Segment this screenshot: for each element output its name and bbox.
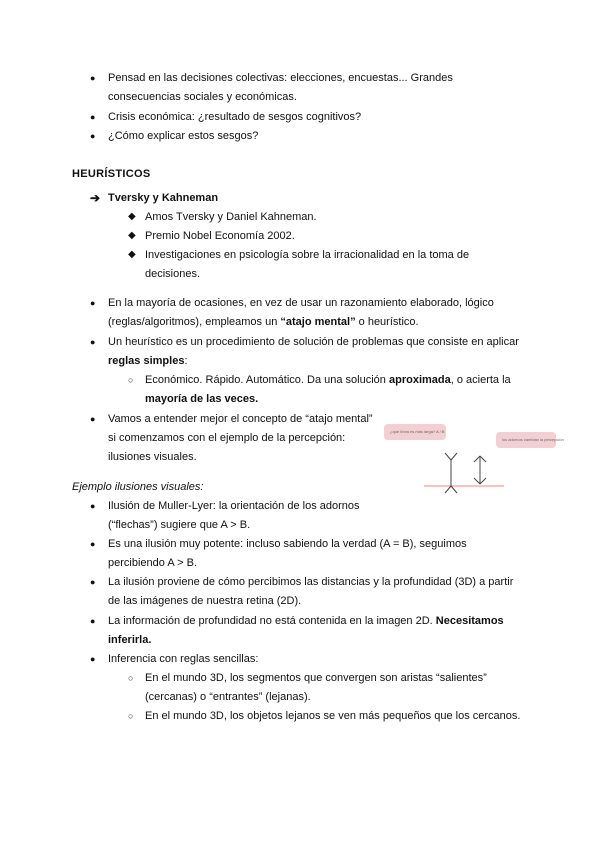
para1-line-2 xyxy=(108,315,419,329)
arrow-b-top-right xyxy=(480,456,486,462)
authors-item-2: Premio Nobel Economía 2002. xyxy=(145,230,295,242)
example-1-line-2: (“flechas”) sugiere que A > B. xyxy=(108,519,251,531)
bullet-dot: ● xyxy=(90,112,96,122)
bullet-dot: ● xyxy=(90,577,96,587)
para2-sub-mid: , o acierta la xyxy=(450,374,511,386)
para1-line2-text: (reglas/algoritmos), empleamos un xyxy=(108,316,281,328)
example-1-line-1: Ilusión de Muller-Lyer: la orientación de los adornos xyxy=(108,500,360,512)
bullet-dot: ● xyxy=(90,501,96,511)
inference-1-line-1: En el mundo 3D, los segmentos que convergen son aristas “salientes” xyxy=(145,672,487,684)
authors-item-3-line-2: decisiones. xyxy=(145,268,201,280)
bullet-dot: ● xyxy=(90,539,96,549)
inference-2: En el mundo 3D, los objetos lejanos se ven más pequeños que los cercanos. xyxy=(145,710,521,722)
circle-bullet-icon: ○ xyxy=(128,375,134,385)
fin-a-left xyxy=(445,453,451,460)
fin-a-bottom-right xyxy=(451,486,457,493)
circle-bullet-icon: ○ xyxy=(128,711,134,721)
necesitamos-bold: Necesitamos xyxy=(435,615,504,627)
intro-bullet-2: Crisis económica: ¿resultado de sesgos cognitivos? xyxy=(108,111,362,123)
inference-label: Inferencia con reglas sencillas: xyxy=(108,653,259,665)
figure-note-left: ¿qué línea es más larga? A / B xyxy=(384,424,446,440)
intro-bullet-1-line-1: Pensad en las decisiones colectivas: elecciones, encuestas... Grandes xyxy=(108,72,453,84)
reglas-simples-bold: reglas simples xyxy=(108,355,185,367)
para3-line-2: si comenzamos con el ejemplo de la percepción: xyxy=(108,432,346,444)
muller-lyer-figure xyxy=(384,420,564,496)
example-3-line-2: de las imágenes de nuestra retina (2D). xyxy=(108,595,302,607)
example-heading: Ejemplo ilusiones visuales: xyxy=(72,481,204,493)
arrow-right-icon: ➔ xyxy=(90,191,101,205)
bullet-dot: ● xyxy=(90,654,96,664)
circle-bullet-icon: ○ xyxy=(128,673,134,683)
para2-colon: : xyxy=(184,355,188,367)
para2-line-2 xyxy=(108,354,188,368)
bullet-dot: ● xyxy=(90,337,96,347)
depth-text: La información de profundidad no está contenida en la imagen 2D. xyxy=(108,615,436,627)
aproximada-bold: aproximada xyxy=(388,374,451,386)
authors-item-3-line-1: Investigaciones en psicología sobre la irracionalidad en la toma de xyxy=(145,249,470,261)
diamond-bullet-icon: ◆ xyxy=(128,230,136,241)
bullet-dot: ● xyxy=(90,131,96,141)
depth-line-2: inferirla. xyxy=(108,634,152,646)
bullet-dot: ● xyxy=(90,616,96,626)
authors-item-1: Amos Tversky y Daniel Kahneman. xyxy=(145,211,317,223)
para2-sub-text: Económico. Rápido. Automático. Da una solución xyxy=(145,374,389,386)
fin-a-bottom-left xyxy=(445,486,451,493)
depth-line-1 xyxy=(108,614,504,628)
figure-note-right: los adornos cambian la percepción xyxy=(496,432,556,448)
fin-a-right xyxy=(451,453,457,460)
diamond-bullet-icon: ◆ xyxy=(128,211,136,222)
atajo-mental-bold: “atajo mental” xyxy=(280,316,356,328)
muller-lyer-diagram xyxy=(384,420,564,496)
example-3-line-1: La ilusión proviene de cómo percibimos las distancias y la profundidad (3D) a partir xyxy=(108,576,514,588)
example-2-line-2: percibiendo A > B. xyxy=(108,557,197,569)
para2-sub-line-1 xyxy=(145,373,511,387)
example-2-line-1: Es una ilusión muy potente: incluso sabiendo la verdad (A = B), seguimos xyxy=(108,538,467,550)
para2-sub-line-2: mayoría de las veces. xyxy=(145,393,259,405)
arrow-b-top-left xyxy=(474,456,480,462)
intro-bullet-1-line-2: consecuencias sociales y económicas. xyxy=(108,91,297,103)
intro-bullet-3: ¿Cómo explicar estos sesgos? xyxy=(108,130,259,142)
para1-line2-end: o heurístico. xyxy=(355,316,419,328)
authors-label: Tversky y Kahneman xyxy=(108,192,219,204)
arrow-b-bottom-left xyxy=(474,478,480,484)
bullet-dot: ● xyxy=(90,414,96,424)
para2-line-1: Un heurístico es un procedimiento de solución de problemas que consiste en aplicar xyxy=(108,336,519,348)
diamond-bullet-icon: ◆ xyxy=(128,249,136,260)
arrow-b-bottom-right xyxy=(480,478,486,484)
bullet-dot: ● xyxy=(90,298,96,308)
para3-line-1: Vamos a entender mejor el concepto de “atajo mental” xyxy=(108,413,373,425)
bullet-dot: ● xyxy=(90,73,96,83)
para3-line-3: ilusiones visuales. xyxy=(108,451,197,463)
inference-1-line-2: (cercanas) o “entrantes” (lejanas). xyxy=(145,691,311,703)
para1-line-1: En la mayoría de ocasiones, en vez de usar un razonamiento elaborado, lógico xyxy=(108,297,494,309)
section-heading: HEURÍSTICOS xyxy=(72,168,151,180)
